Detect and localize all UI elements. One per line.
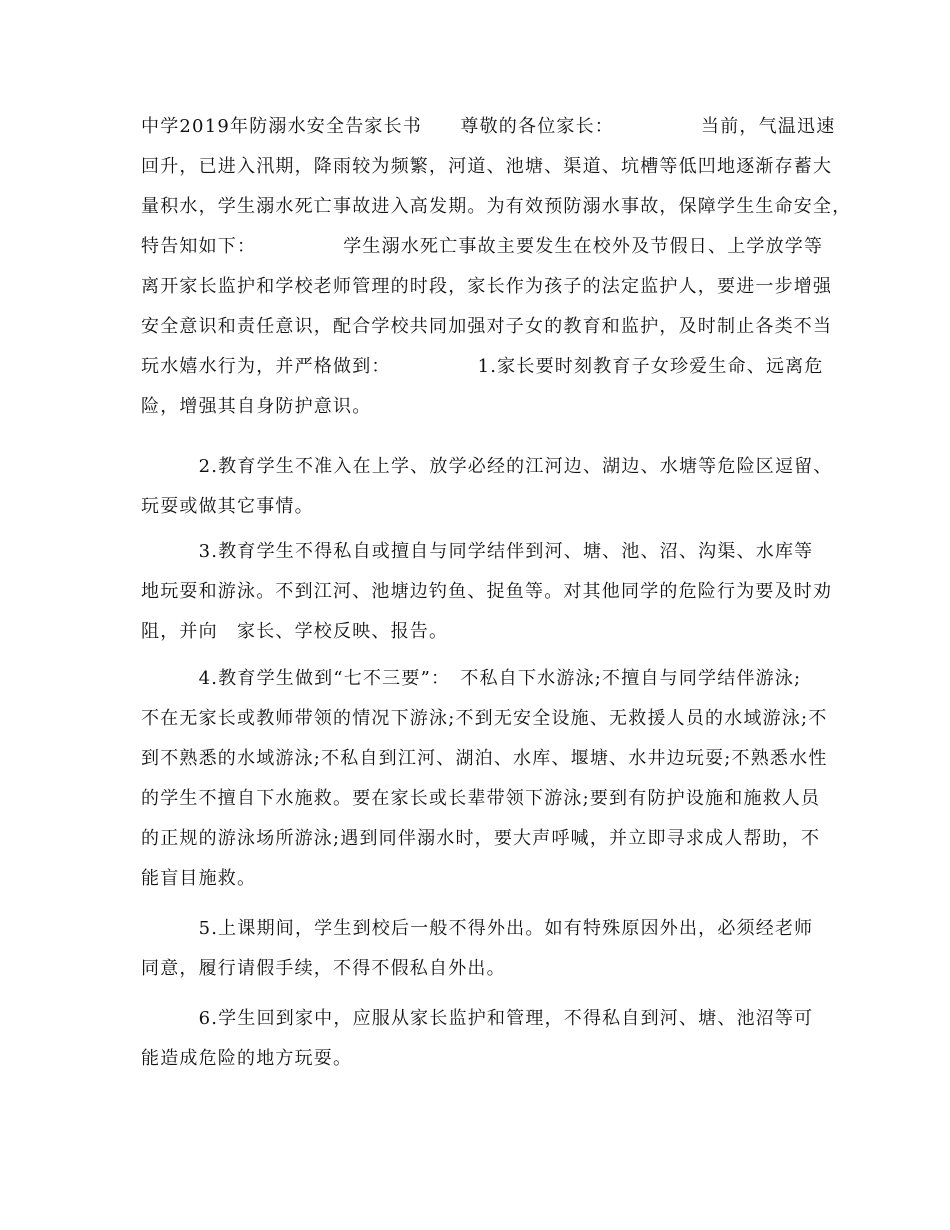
text-line: 玩水嬉水行为，并严格做到： 1.家长要时刻教育子女珍爱生命、远离危: [141, 356, 824, 377]
text-line: 玩耍或做其它事情。: [141, 496, 314, 517]
text-line: 2.教育学生不准入在上学、放学必经的江河边、湖边、水塘等危险区逗留、: [141, 456, 833, 477]
text-line: 险，增强其自身防护意识。: [141, 396, 372, 417]
text-line: 4.教育学生做到“七不三要”： 不私自下水游泳;不擅自与同学结伴游泳;: [141, 668, 802, 689]
text-line: 地玩耍和游泳。不到江河、池塘边钓鱼、捉鱼等。对其他同学的危险行为要及时劝: [141, 581, 833, 602]
text-line: 能造成危险的地方玩耍。: [141, 1048, 353, 1069]
text-line: 能盲目施救。: [141, 868, 257, 889]
text-line: 3.教育学生不得私自或擅自与同学结伴到河、塘、池、沼、沟渠、水库等: [141, 541, 814, 562]
text-line: 量积水，学生溺水死亡事故进入高发期。为有效预防溺水事故，保障学生生命安全，: [141, 196, 852, 217]
text-line: 6.学生回到家中，应服从家长监护和管理，不得私自到河、塘、池沼等可: [141, 1008, 814, 1029]
text-line: 特告知如下： 学生溺水死亡事故主要发生在校外及节假日、上学放学等: [141, 236, 824, 257]
text-line: 5.上课期间，学生到校后一般不得外出。如有特殊原因外出，必须经老师: [141, 918, 814, 939]
text-line: 不在无家长或教师带领的情况下游泳;不到无安全设施、无救援人员的水域游泳;不: [141, 708, 828, 729]
text-line: 的学生不擅自下水施救。要在家长或长辈带领下游泳;要到有防护设施和施救人员: [141, 788, 821, 809]
text-line: 离开家长监护和学校老师管理的时段，家长作为孩子的法定监护人，要进一步增强: [141, 276, 833, 297]
text-line: 同意，履行请假手续，不得不假私自外出。: [141, 958, 506, 979]
text-line: 中学2019年防溺水安全告家长书 尊敬的各位家长： 当前，气温迅速: [141, 116, 836, 137]
text-line: 到不熟悉的水域游泳;不私自到江河、湖泊、水库、堰塘、水井边玩耍;不熟悉水性: [141, 748, 828, 769]
text-line: 的正规的游泳场所游泳;遇到同伴溺水时，要大声呼喊，并立即寻求成人帮助，不: [141, 828, 821, 849]
text-line: 阻，并向 家长、学校反映、报告。: [141, 621, 449, 642]
text-line: 安全意识和责任意识，配合学校共同加强对子女的教育和监护，及时制止各类不当: [141, 316, 833, 337]
text-line: 回升，已进入汛期，降雨较为频繁，河道、池塘、渠道、坑槽等低凹地逐渐存蓄大: [141, 156, 833, 177]
